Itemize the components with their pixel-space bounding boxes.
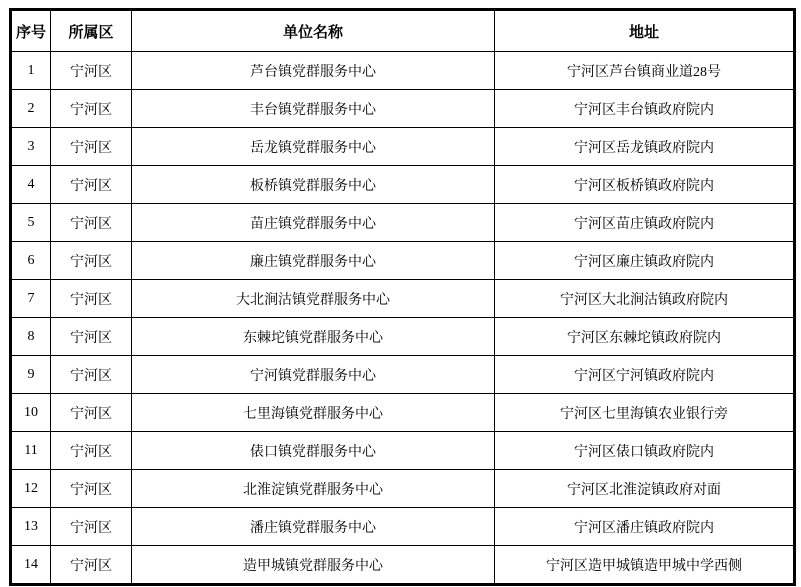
cell-address: 宁河区宁河镇政府院内 <box>495 356 795 394</box>
cell-address: 宁河区七里海镇农业银行旁 <box>495 394 795 432</box>
cell-address: 宁河区大北涧沽镇政府院内 <box>495 280 795 318</box>
header-row <box>11 10 795 52</box>
table-row <box>11 166 795 204</box>
header-serial-number: 序号 <box>11 10 51 52</box>
table-row <box>11 90 795 128</box>
table-row <box>11 546 795 585</box>
cell-unit-name: 丰台镇党群服务中心 <box>132 90 495 128</box>
cell-address: 宁河区造甲城镇造甲城中学西侧 <box>495 546 795 585</box>
cell-address: 宁河区苗庄镇政府院内 <box>495 204 795 242</box>
table-row <box>11 204 795 242</box>
header-address: 地址 <box>495 10 795 52</box>
cell-unit-name: 北淮淀镇党群服务中心 <box>132 470 495 508</box>
cell-district: 宁河区 <box>51 508 132 546</box>
cell-serial-number: 3 <box>11 128 51 166</box>
cell-unit-name: 潘庄镇党群服务中心 <box>132 508 495 546</box>
cell-unit-name: 苗庄镇党群服务中心 <box>132 204 495 242</box>
cell-address: 宁河区俵口镇政府院内 <box>495 432 795 470</box>
cell-unit-name: 东棘坨镇党群服务中心 <box>132 318 495 356</box>
cell-district: 宁河区 <box>51 280 132 318</box>
table-row <box>11 318 795 356</box>
cell-district: 宁河区 <box>51 470 132 508</box>
table-row <box>11 432 795 470</box>
cell-address: 宁河区芦台镇商业道28号 <box>495 52 795 90</box>
cell-serial-number: 6 <box>11 242 51 280</box>
table-row <box>11 356 795 394</box>
table-row <box>11 52 795 90</box>
cell-address: 宁河区丰台镇政府院内 <box>495 90 795 128</box>
cell-address: 宁河区岳龙镇政府院内 <box>495 128 795 166</box>
table-row <box>11 508 795 546</box>
cell-serial-number: 14 <box>11 546 51 585</box>
cell-district: 宁河区 <box>51 394 132 432</box>
cell-district: 宁河区 <box>51 52 132 90</box>
cell-address: 宁河区东棘坨镇政府院内 <box>495 318 795 356</box>
cell-district: 宁河区 <box>51 204 132 242</box>
cell-address: 宁河区潘庄镇政府院内 <box>495 508 795 546</box>
cell-district: 宁河区 <box>51 242 132 280</box>
cell-address: 宁河区廉庄镇政府院内 <box>495 242 795 280</box>
table-row <box>11 128 795 166</box>
cell-district: 宁河区 <box>51 546 132 585</box>
table-row <box>11 280 795 318</box>
cell-district: 宁河区 <box>51 318 132 356</box>
cell-unit-name: 造甲城镇党群服务中心 <box>132 546 495 585</box>
table-body <box>11 52 795 585</box>
cell-serial-number: 8 <box>11 318 51 356</box>
cell-district: 宁河区 <box>51 356 132 394</box>
cell-unit-name: 板桥镇党群服务中心 <box>132 166 495 204</box>
cell-unit-name: 宁河镇党群服务中心 <box>132 356 495 394</box>
cell-unit-name: 廉庄镇党群服务中心 <box>132 242 495 280</box>
table-row <box>11 394 795 432</box>
cell-serial-number: 7 <box>11 280 51 318</box>
cell-serial-number: 13 <box>11 508 51 546</box>
header-unit-name: 单位名称 <box>132 10 495 52</box>
cell-district: 宁河区 <box>51 128 132 166</box>
table-row <box>11 242 795 280</box>
cell-serial-number: 2 <box>11 90 51 128</box>
cell-serial-number: 12 <box>11 470 51 508</box>
cell-serial-number: 5 <box>11 204 51 242</box>
cell-unit-name: 芦台镇党群服务中心 <box>132 52 495 90</box>
cell-unit-name: 大北涧沽镇党群服务中心 <box>132 280 495 318</box>
cell-serial-number: 9 <box>11 356 51 394</box>
cell-serial-number: 10 <box>11 394 51 432</box>
cell-district: 宁河区 <box>51 166 132 204</box>
table-row <box>11 470 795 508</box>
cell-unit-name: 岳龙镇党群服务中心 <box>132 128 495 166</box>
cell-serial-number: 4 <box>11 166 51 204</box>
cell-address: 宁河区板桥镇政府院内 <box>495 166 795 204</box>
cell-serial-number: 11 <box>11 432 51 470</box>
cell-serial-number: 1 <box>11 52 51 90</box>
cell-unit-name: 俵口镇党群服务中心 <box>132 432 495 470</box>
service-centers-table <box>9 8 796 586</box>
cell-district: 宁河区 <box>51 432 132 470</box>
cell-address: 宁河区北淮淀镇政府对面 <box>495 470 795 508</box>
header-district: 所属区 <box>51 10 132 52</box>
cell-district: 宁河区 <box>51 90 132 128</box>
cell-unit-name: 七里海镇党群服务中心 <box>132 394 495 432</box>
